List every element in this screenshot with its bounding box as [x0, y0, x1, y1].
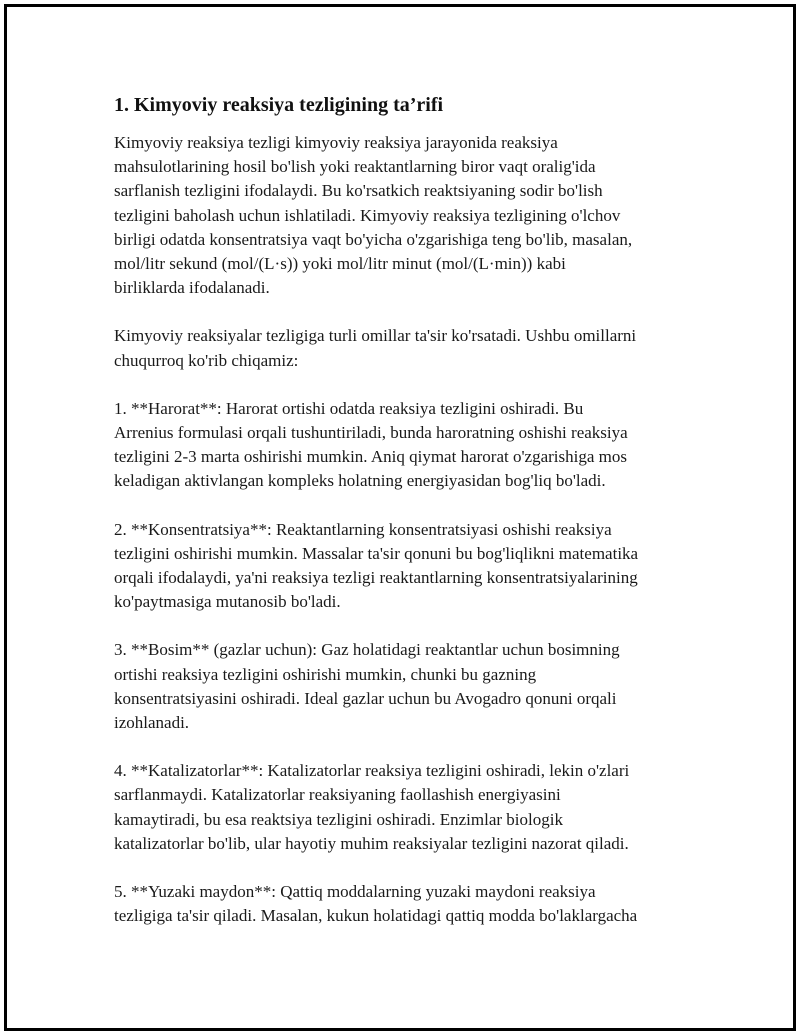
paragraph-concentration: 2. **Konsentratsiya**: Reaktantlarning konsentratsiyasi oshishi reaksiya tezligini oshirishi mumkin. Massalar ta'sir qonuni bu bog'liqlikni matematika orqali ifodalaydi, ya'ni reaksiya tezligi reaktantlarning konsentratsiyalarining ko'paytmasiga mutanosib bo'ladi.	[114, 519, 639, 612]
paragraph-pressure: 3. **Bosim** (gazlar uchun): Gaz holatidagi reaktantlar uchun bosimning ortishi reaksiya tezligini oshirishi mumkin, chunki bu gazning konsentratsiyasini oshiradi. Ideal gazlar uchun bu Avogadro qonuni orqali izohlanadi.	[114, 640, 620, 733]
paragraph-catalysts: 4. **Katalizatorlar**: Katalizatorlar reaksiya tezligini oshiradi, lekin o'zlari sarflanmaydi. Katalizatorlar reaksiyaning faollashish energiyasini kamaytiradi, bu esa reaktsiya tezligini oshiradi. Enzimlar biologik katalizatorlar bo'lib, ular hayotiy muhim reaksiyalar tezligini nazorat qiladi.	[114, 761, 630, 853]
paragraph-surface-area: 5. **Yuzaki maydon**: Qattiq moddalarning yuzaki maydoni reaksiya tezligiga ta'sir qiladi. Masalan, kukun holatidagi qattiq modda bo'laklargacha	[114, 882, 638, 926]
paragraph-temperature: 1. **Harorat**: Harorat ortishi odatda reaksiya tezligini oshiradi. Bu Arrenius formulasi orqali tushuntiriladi, bunda haroratning oshishi reaksiya tezligini 2-3 marta oshirishi mumkin. Aniq qiymat harorat o'zgarishiga mos keladigan aktivlangan kompleks holatning energiyasidan bog'liq bo'ladi.	[114, 398, 628, 491]
document-body	[114, 91, 694, 952]
paragraph-definition: Kimyoviy reaksiya tezligi kimyoviy reaksiya jarayonida reaksiya mahsulotlarining hosil bo'lish yoki reaktantlarning biror vaqt oralig'ida sarflanish tezligini ifodalaydi. Bu ko'rsatkich reaktsiyaning sodir bo'lish tezligini baholash uchun ishlatiladi. Kimyoviy reaksiya tezligining o'lchov birligi odatda konsentratsiya vaqt bo'yicha o'zgarishiga teng bo'lib, masalan, mol/litr sekund (mol/(L·s)) yoki mol/litr minut (mol/(L·min)) kabi birliklarda ifodalanadi.	[114, 133, 633, 298]
paragraph-factors-intro: Kimyoviy reaksiyalar tezligiga turli omillar ta'sir ko'rsatadi. Ushbu omillarni chuqurroq ko'rib chiqamiz:	[114, 326, 637, 370]
section-heading: 1. Kimyoviy reaksiya tezligining ta’rifi	[114, 94, 444, 116]
